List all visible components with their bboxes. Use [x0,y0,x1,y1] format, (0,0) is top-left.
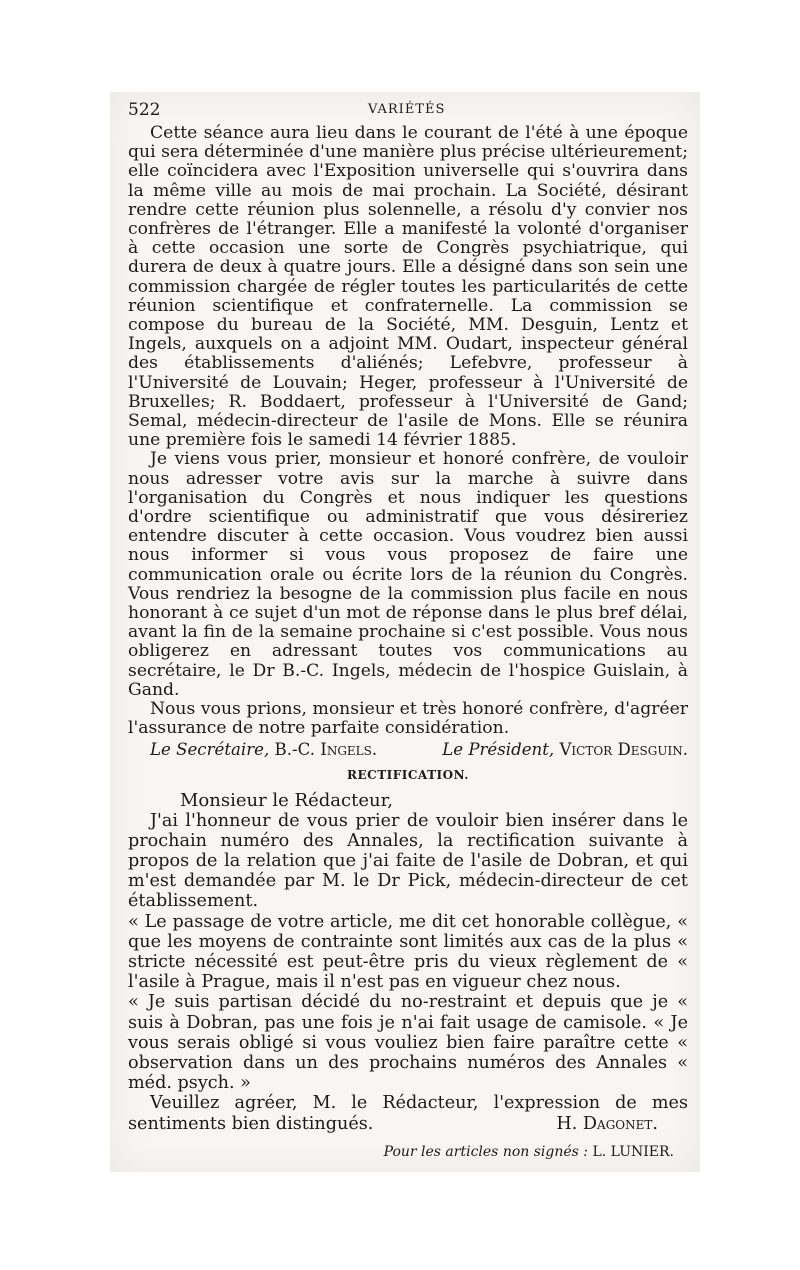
quote-paragraph: « Le passage de votre article, me dit cet honorable collègue, « que les moyens de contrainte sont limités aux cas de la plus « stricte nécessité est peut-être pris du vieux règlement de « l'asile à Prague, mais il n'est pas en vigueur chez nous. [128,911,688,993]
quote-paragraph: « Je suis partisan décidé du no-restraint et depuis que je « suis à Dobran, pas une fois je n'ai fait usage de camisole. « Je vous serais obligé si vous vouliez bien faire paraître cette « observation dans un des prochains numéros des Annales « méd. psych. » [128,992,688,1094]
announcement-text [128,124,688,739]
secretary-signature [150,740,377,760]
president-role: Le Président, [442,739,555,759]
letter-intro: J'ai l'honneur de vous prier de vouloir bien insérer dans le prochain numéro des Annales, la rectification suivante à propos de la relation que j'ai faite de l'asile de Dobran, et qui m'est demandée par M. le Dr Pick, médecin-directeur de cet établissement. [128,810,688,912]
letter-quotation [128,912,688,1094]
footer-editor-name: L. LUNIER. [592,1143,674,1160]
book-page [110,92,700,1172]
president-signature [442,740,688,760]
secretary-name: B.-C. Ingels. [274,739,378,759]
letter-salutation: Monsieur le Rédacteur, [180,789,393,811]
announcement-paragraph: Je viens vous prier, monsieur et honoré confrère, de vouloir nous adresser votre avis sur la marche à suivre dans l'organisation du Congrès et nous indiquer les questions d'ordre scientifique ou administratif que vous désireriez entendre discuter à cette occasion. Vous voudrez bien aussi nous informer si vous vous proposez de faire une communication orale ou écrite lors de la réunion du Congrès. Vous rendriez la besogne de la commission plus facile en nous honorant à ce sujet d'un mot de réponse dans le plus bref délai, avant la fin de la semaine prochaine si c'est possible. Vous nous obligerez en adressant toutes vos communications au secrétaire, le Dr B.-C. Ingels, médecin de l'hospice Guislain, à Gand. [128,449,688,700]
section-heading: RECTIFICATION. [347,767,469,782]
footer-label: Pour les articles non signés : [383,1143,589,1160]
president-name: Victor Desguin. [559,739,688,759]
letter-signature: H. Dagonet. [556,1113,658,1134]
closing-text: Veuillez agréer, M. le Rédacteur, l'expression de mes sentiments bien distingués. [128,1093,688,1134]
running-head [128,98,688,124]
announcement-paragraph: Nous vous prions, monsieur et très honoré confrère, d'agréer l'assurance de notre parfaite considération. [128,699,688,739]
page-number: 522 [128,100,161,120]
announcement-signatures [128,740,688,760]
letter-body [128,811,688,1134]
running-title: VARIÉTÉS [368,102,446,117]
editorial-footer [128,1144,688,1160]
secretary-role: Le Secrétaire, [150,739,270,759]
announcement-paragraph: Cette séance aura lieu dans le courant de l'été à une époque qui sera déterminée d'une manière plus précise ultérieurement; elle coïncidera avec l'Exposition universelle qui s'ouvrira dans la même ville au mois de mai prochain. La Société, désirant rendre cette réunion plus solennelle, a résolu d'y convier nos confrères de l'étranger. Elle a manifesté la volonté d'organiser à cette occasion une sorte de Congrès psychiatrique, qui durera de deux à quatre jours. Elle a désigné dans son sein une commission chargée de régler toutes les particularités de cette réunion scientifique et confraternelle. La commission se compose du bureau de la Société, MM. Desguin, Lentz et Ingels, auxquels on a adjoint MM. Oudart, inspecteur général des établissements d'aliénés; Lefebvre, professeur à l'Université de Louvain; Heger, professeur à l'Université de Bruxelles; R. Boddaert, professeur à l'Université de Gand; Semal, médecin-directeur de l'asile de Mons. Elle se réunira une première fois le samedi 14 février 1885. [128,123,688,451]
page-content [128,98,688,1160]
letter-closing [128,1093,688,1133]
